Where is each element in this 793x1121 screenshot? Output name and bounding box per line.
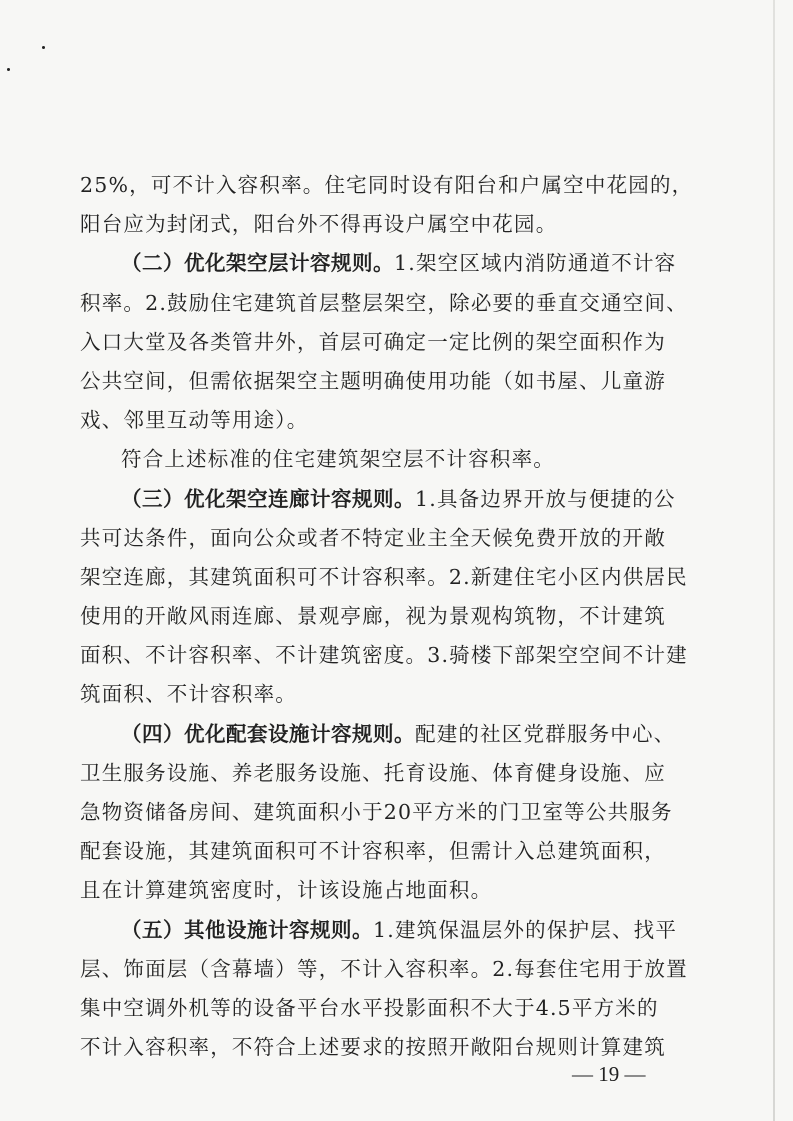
page-edge <box>773 0 775 1121</box>
text-line <box>80 754 680 793</box>
line-text: 1.架空区域内消防通道不计容 <box>394 251 677 276</box>
line-text: 阳台应为封闭式，阳台外不得再设户属空中花园。 <box>80 212 558 237</box>
text-line <box>80 284 688 323</box>
line-text: 面积、不计容积率、不计建筑密度。3.骑楼下部架空空间不计建 <box>80 643 688 668</box>
line-text: 积率。2.鼓励住宅建筑首层整层架空，除必要的垂直交通空间、 <box>80 290 688 315</box>
page-number: — 19 — <box>572 1062 646 1086</box>
line-text: 层、饰面层（含幕墙）等，不计入容积率。2.每套住宅用于放置 <box>80 956 688 981</box>
text-line <box>80 871 680 910</box>
text-line <box>80 950 688 989</box>
line-text: 1.建筑保温层外的保护层、找平 <box>373 917 678 942</box>
line-text: 1.具备边界开放与便捷的公 <box>415 486 676 511</box>
text-line <box>80 558 688 597</box>
line-text: 架空连廊，其建筑面积可不计容积率。2.新建住宅小区内供居民 <box>80 564 688 589</box>
section-heading: （五）其他设施计容规则。 <box>121 917 373 942</box>
text-line <box>80 675 680 714</box>
text-line <box>80 519 680 558</box>
line-text: 符合上述标准的住宅建筑架空层不计容积率。 <box>121 447 555 472</box>
text-line <box>80 480 680 519</box>
line-text: 使用的开敞风雨连廊、景观亭廊，视为景观构筑物，不计建筑 <box>80 604 666 629</box>
text-line <box>80 323 680 362</box>
section-heading: （四）优化配套设施计容规则。 <box>121 721 415 746</box>
text-line <box>80 166 694 205</box>
text-line <box>80 362 680 401</box>
line-text: 配套设施，其建筑面积可不计容积率，但需计入总建筑面积， <box>80 839 666 864</box>
text-line <box>80 597 680 636</box>
line-text: 共可达条件，面向公众或者不特定业主全天候免费开放的开敞 <box>80 525 666 550</box>
text-line <box>80 205 680 244</box>
line-text: 卫生服务设施、养老服务设施、托育设施、体育健身设施、应 <box>80 760 666 785</box>
section-heading: （三）优化架空连廊计容规则。 <box>121 486 415 511</box>
section-heading: （二）优化架空层计容规则。 <box>121 251 394 276</box>
text-line <box>80 911 680 950</box>
text-line <box>80 793 680 832</box>
line-text: 不计入容积率，不符合上述要求的按照开敞阳台规则计算建筑 <box>80 1035 666 1060</box>
text-line <box>80 715 680 754</box>
line-text: 配建的社区党群服务中心、 <box>415 721 676 746</box>
line-text: 集中空调外机等的设备平台水平投影面积不大于4.5平方米的 <box>80 995 659 1020</box>
line-text: 急物资储备房间、建筑面积小于20平方米的门卫室等公共服务 <box>80 800 673 824</box>
line-text: 入口大堂及各类管井外，首层可确定一定比例的架空面积作为 <box>80 329 666 354</box>
scan-speck <box>7 68 10 71</box>
text-line <box>80 244 680 283</box>
line-text: 且在计算建筑密度时，计该设施占地面积。 <box>80 878 493 903</box>
text-line <box>80 832 680 871</box>
text-line <box>80 636 688 675</box>
text-line <box>80 989 680 1028</box>
line-text: 25%，可不计入容积率。住宅同时设有阳台和户属空中花园的， <box>80 173 694 197</box>
scan-speck <box>42 46 45 49</box>
line-text: 公共空间，但需依据架空主题明确使用功能（如书屋、儿童游 <box>80 368 666 393</box>
line-text: 筑面积、不计容积率。 <box>80 682 297 707</box>
document-body <box>80 166 694 1067</box>
line-text: 戏、邻里互动等用途）。 <box>80 408 309 433</box>
text-line <box>80 401 680 440</box>
text-line <box>80 440 680 479</box>
